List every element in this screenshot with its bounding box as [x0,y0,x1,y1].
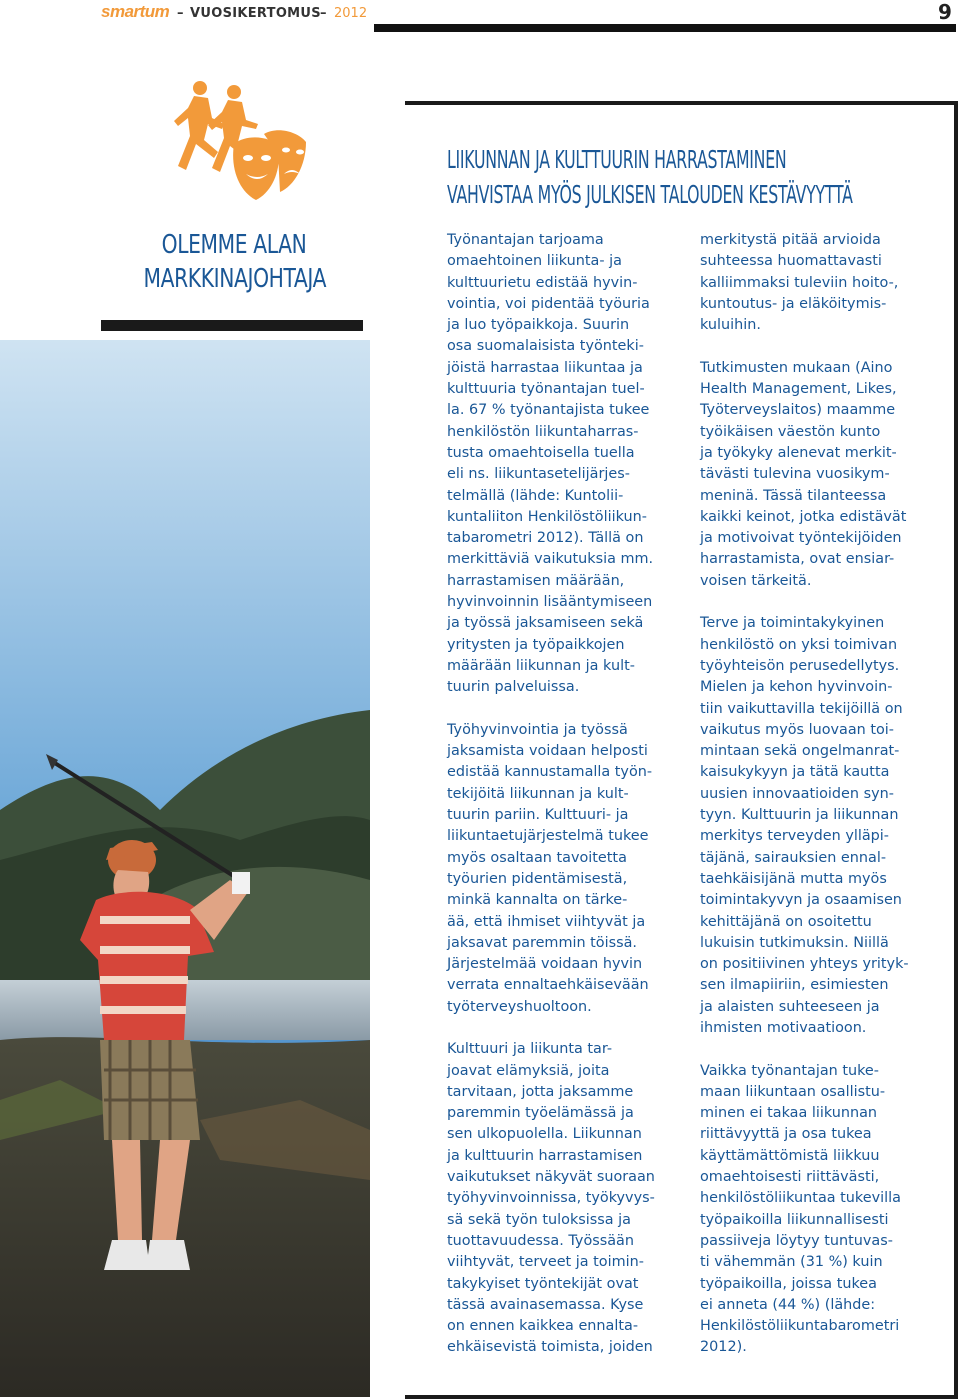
article-line: on ennen kaikkea ennalta- [447,1318,639,1335]
article-line: henkilöstön liikuntaharras- [447,423,639,440]
article-line: joavat elämyksiä, joita [447,1062,610,1079]
headline-line: LIIKUNNAN JA KULTTUURIN HARRASTAMINEN [447,145,787,174]
article-paragraph [447,230,687,699]
article-line: eli ns. liikuntasetelijärjes- [447,466,630,483]
article-line: paremmin työelämässä ja [447,1105,634,1122]
article-line: omaehtoisesti riittävästi, [700,1169,880,1186]
header-rule [374,24,956,32]
article-line: lukuisin tutkimuksin. Niillä [700,934,889,951]
article-line: voisen tärkeitä. [700,572,812,589]
article-line: tävästi tulevina vuosikym- [700,466,890,483]
article-line: myös osaltaan tavoitetta [447,849,627,866]
article-line: kalliimmaksi tuleviin hoito-, [700,274,899,291]
article-line: työurien pidentämisestä, [447,870,628,887]
article-line: ja kulttuurin harrastamisen [447,1147,643,1164]
runners-and-theatre-masks-icon [160,74,310,224]
article-line: tusta omaehtoisella tuella [447,444,635,461]
article-line: osa suomalaisista työnteki- [447,338,644,355]
article-line: hyvinvoinnin lisääntymiseen [447,594,653,611]
article-line: tuottavuudessa. Työssään [447,1232,634,1249]
article-line: sen ulkopuolella. Liikunnan [447,1126,642,1143]
article-line: ja alaisten suhteeseen ja [700,998,880,1015]
article-line: vaikutukset näkyvät suoraan [447,1169,655,1186]
article-line: kulttuuria työnantajan tuel- [447,381,645,398]
pull-title [144,228,325,296]
article-line: Kulttuuri ja liikunta tar- [447,1041,613,1058]
article-line: Mielen ja kehon hyvinvoin- [700,679,893,696]
article-line: sen ilmapiiriin, esimiesten [700,977,889,994]
brand-logo: smartum [101,2,170,21]
article-line: riittävyyttä ja osa tukea [700,1126,872,1143]
article-line: on positiivinen yhteys yrityk- [700,956,909,973]
pull-title-rule [101,320,363,331]
article-line: passiiveja löytyy tuntuvas- [700,1232,893,1249]
pull-title-line: OLEMME ALAN [161,230,307,260]
article-column-2 [700,230,940,1380]
article-line: Työnantajan tarjoama [447,232,604,248]
article-line: tässä avainasemassa. Kyse [447,1296,644,1313]
article-line: edistää kannustamalla työn- [447,764,653,781]
page-header [0,0,960,40]
headline-line: VAHVISTAA MYÖS JULKISEN TALOUDEN KESTÄVYYTTÄ [447,180,853,209]
article-line: harrastamisen määrään, [447,572,625,589]
article-line: verrata ennaltaehkäisevään [447,977,649,994]
article-line: 2012). [700,1339,747,1356]
article-line: työpaikoilla liikunnallisesti [700,1211,889,1228]
article-line: Terve ja toimintakykyinen [700,615,885,632]
article-line: meninä. Tässä tilanteessa [700,487,887,504]
article-line: merkittäviä vaikutuksia mm. [447,551,654,568]
article-line: käyttämättömistä liikkuu [700,1147,880,1164]
article-line: jaksavat paremmin töissä. [447,934,637,951]
article-line: Työhyvinvointia ja työssä [447,721,628,738]
article-line: ei anneta (44 %) (lähde: [700,1296,876,1313]
pull-title-line: MARKKINAJOHTAJA [143,264,327,294]
article-line: kehittäjänä on osoitettu [700,913,872,930]
article-line: tarvitaan, jotta jaksamme [447,1083,634,1100]
article-line: työterveyshuoltoon. [447,998,592,1015]
article-line: tekijöitä liikunnan ja kult- [447,785,629,802]
article-line: omaehtoinen liikunta- ja [447,253,622,270]
article-line: työhyvinvoinnissa, työkyvys- [447,1190,655,1207]
article-line: kaikki keinot, jotka edistävät [700,508,907,525]
article-line: takykyiset työntekijät ovat [447,1275,639,1292]
article-line: tuurin palveluissa. [447,679,580,696]
article-line: Health Management, Likes, [700,381,897,398]
article-line: tuurin pariin. Kulttuuri- ja [447,807,629,824]
article-paragraph [700,230,940,336]
article-line: työikäisen väestön kunto [700,423,881,440]
article-line: kuluihin. [700,317,761,334]
article-line: vaikutus myös luovaan toi- [700,721,894,738]
article-line: merkitystä pitää arvioida [700,232,881,248]
article-line: jöistä harrastaa liikuntaa ja [447,359,643,376]
article-line: toimintakyvyn ja osaamisen [700,892,902,909]
article-line: minkä kannalta on tärke- [447,892,628,909]
article-line: henkilöstö on yksi toimivan [700,636,898,653]
header-dash: – [177,6,184,21]
article-line: la. 67 % työnantajista tukee [447,402,650,419]
article-line: vointia, voi pidentää työuria [447,295,650,312]
article-line: ja luo työpaikkoja. Suurin [447,317,630,334]
article-line: taehkäisijänä mutta myös [700,870,887,887]
article-line: ja työkyky alenevat merkit- [700,444,897,461]
article-line: työpaikoilla, joissa tukea [700,1275,877,1292]
report-year: 2012 [334,6,368,21]
article-paragraph [447,720,687,1018]
article-line: kulttuurietu edistää hyvin- [447,274,638,291]
article-line: Tutkimusten mukaan (Aino [700,359,893,376]
article-line: ihmisten motivaatioon. [700,1019,867,1036]
article-line: Vaikka työnantajan tuke- [700,1062,879,1079]
article-line: täjänä, sairauksien ennal- [700,849,887,866]
article-line: viihtyvät, terveet ja toimin- [447,1254,644,1271]
article-line: kuntaliiton Henkilöstöliikun- [447,508,647,525]
article-line: Henkilöstöliikuntabarometri [700,1318,900,1335]
article-line: tabarometri 2012). Tällä on [447,530,644,547]
article-line: uusien innovaatioiden syn- [700,785,894,802]
article-line: tiin vaikuttavilla tekijöillä on [700,700,903,717]
article-line: suhteessa huomattavasti [700,253,882,270]
article-line: Järjestelmää voidaan hyvin [447,956,643,973]
article-line: määrään liikunnan ja kult- [447,657,635,674]
article-line: ja työssä jaksamiseen sekä [447,615,644,632]
article-line: ää, että ihmiset viihtyvät ja [447,913,646,930]
article-line: minen ei takaa liikunnan [700,1105,878,1122]
article-paragraph [700,613,940,1039]
header-dash: – [320,6,327,21]
article-line: jaksamista voidaan helposti [447,743,648,760]
article-line: kuntoutus- ja eläköitymis- [700,295,887,312]
article-line: telmällä (lähde: Kuntolii- [447,487,624,504]
article-line: liikuntaetujärjestelmä tukee [447,828,649,845]
article-headline [447,142,853,212]
article-paragraph [447,1039,687,1358]
article-line: yritysten ja työpaikkojen [447,636,625,653]
article-line: mintaan sekä ongelmanrat- [700,743,900,760]
article-line: ti vähemmän (31 %) kuin [700,1254,883,1271]
article-line: maan liikuntaan osallistu- [700,1083,886,1100]
article-paragraph [700,358,940,592]
golfer-photo [0,340,370,1397]
article-line: merkitys terveyden ylläpi- [700,828,889,845]
article-line: sä sekä työn tuloksissa ja [447,1211,631,1228]
article-line: työyhteisön perusedellytys. [700,657,900,674]
article-column-1 [447,230,687,1380]
article-line: harrastamista, ovat ensiar- [700,551,895,568]
article-paragraph [700,1061,940,1359]
article-line: tyyn. Kulttuurin ja liikunnan [700,807,899,824]
article-line: Työterveyslaitos) maamme [700,402,896,419]
article-line: henkilöstöliikuntaa tukevilla [700,1190,901,1207]
article-line: ja motivoivat työntekijöiden [700,530,902,547]
article-line: ehkäisevistä toimista, joiden [447,1339,653,1356]
report-label: VUOSIKERTOMUS [190,6,321,21]
article-line: kaisukykyyn ja tätä kautta [700,764,890,781]
page-number: 9 [938,0,952,24]
